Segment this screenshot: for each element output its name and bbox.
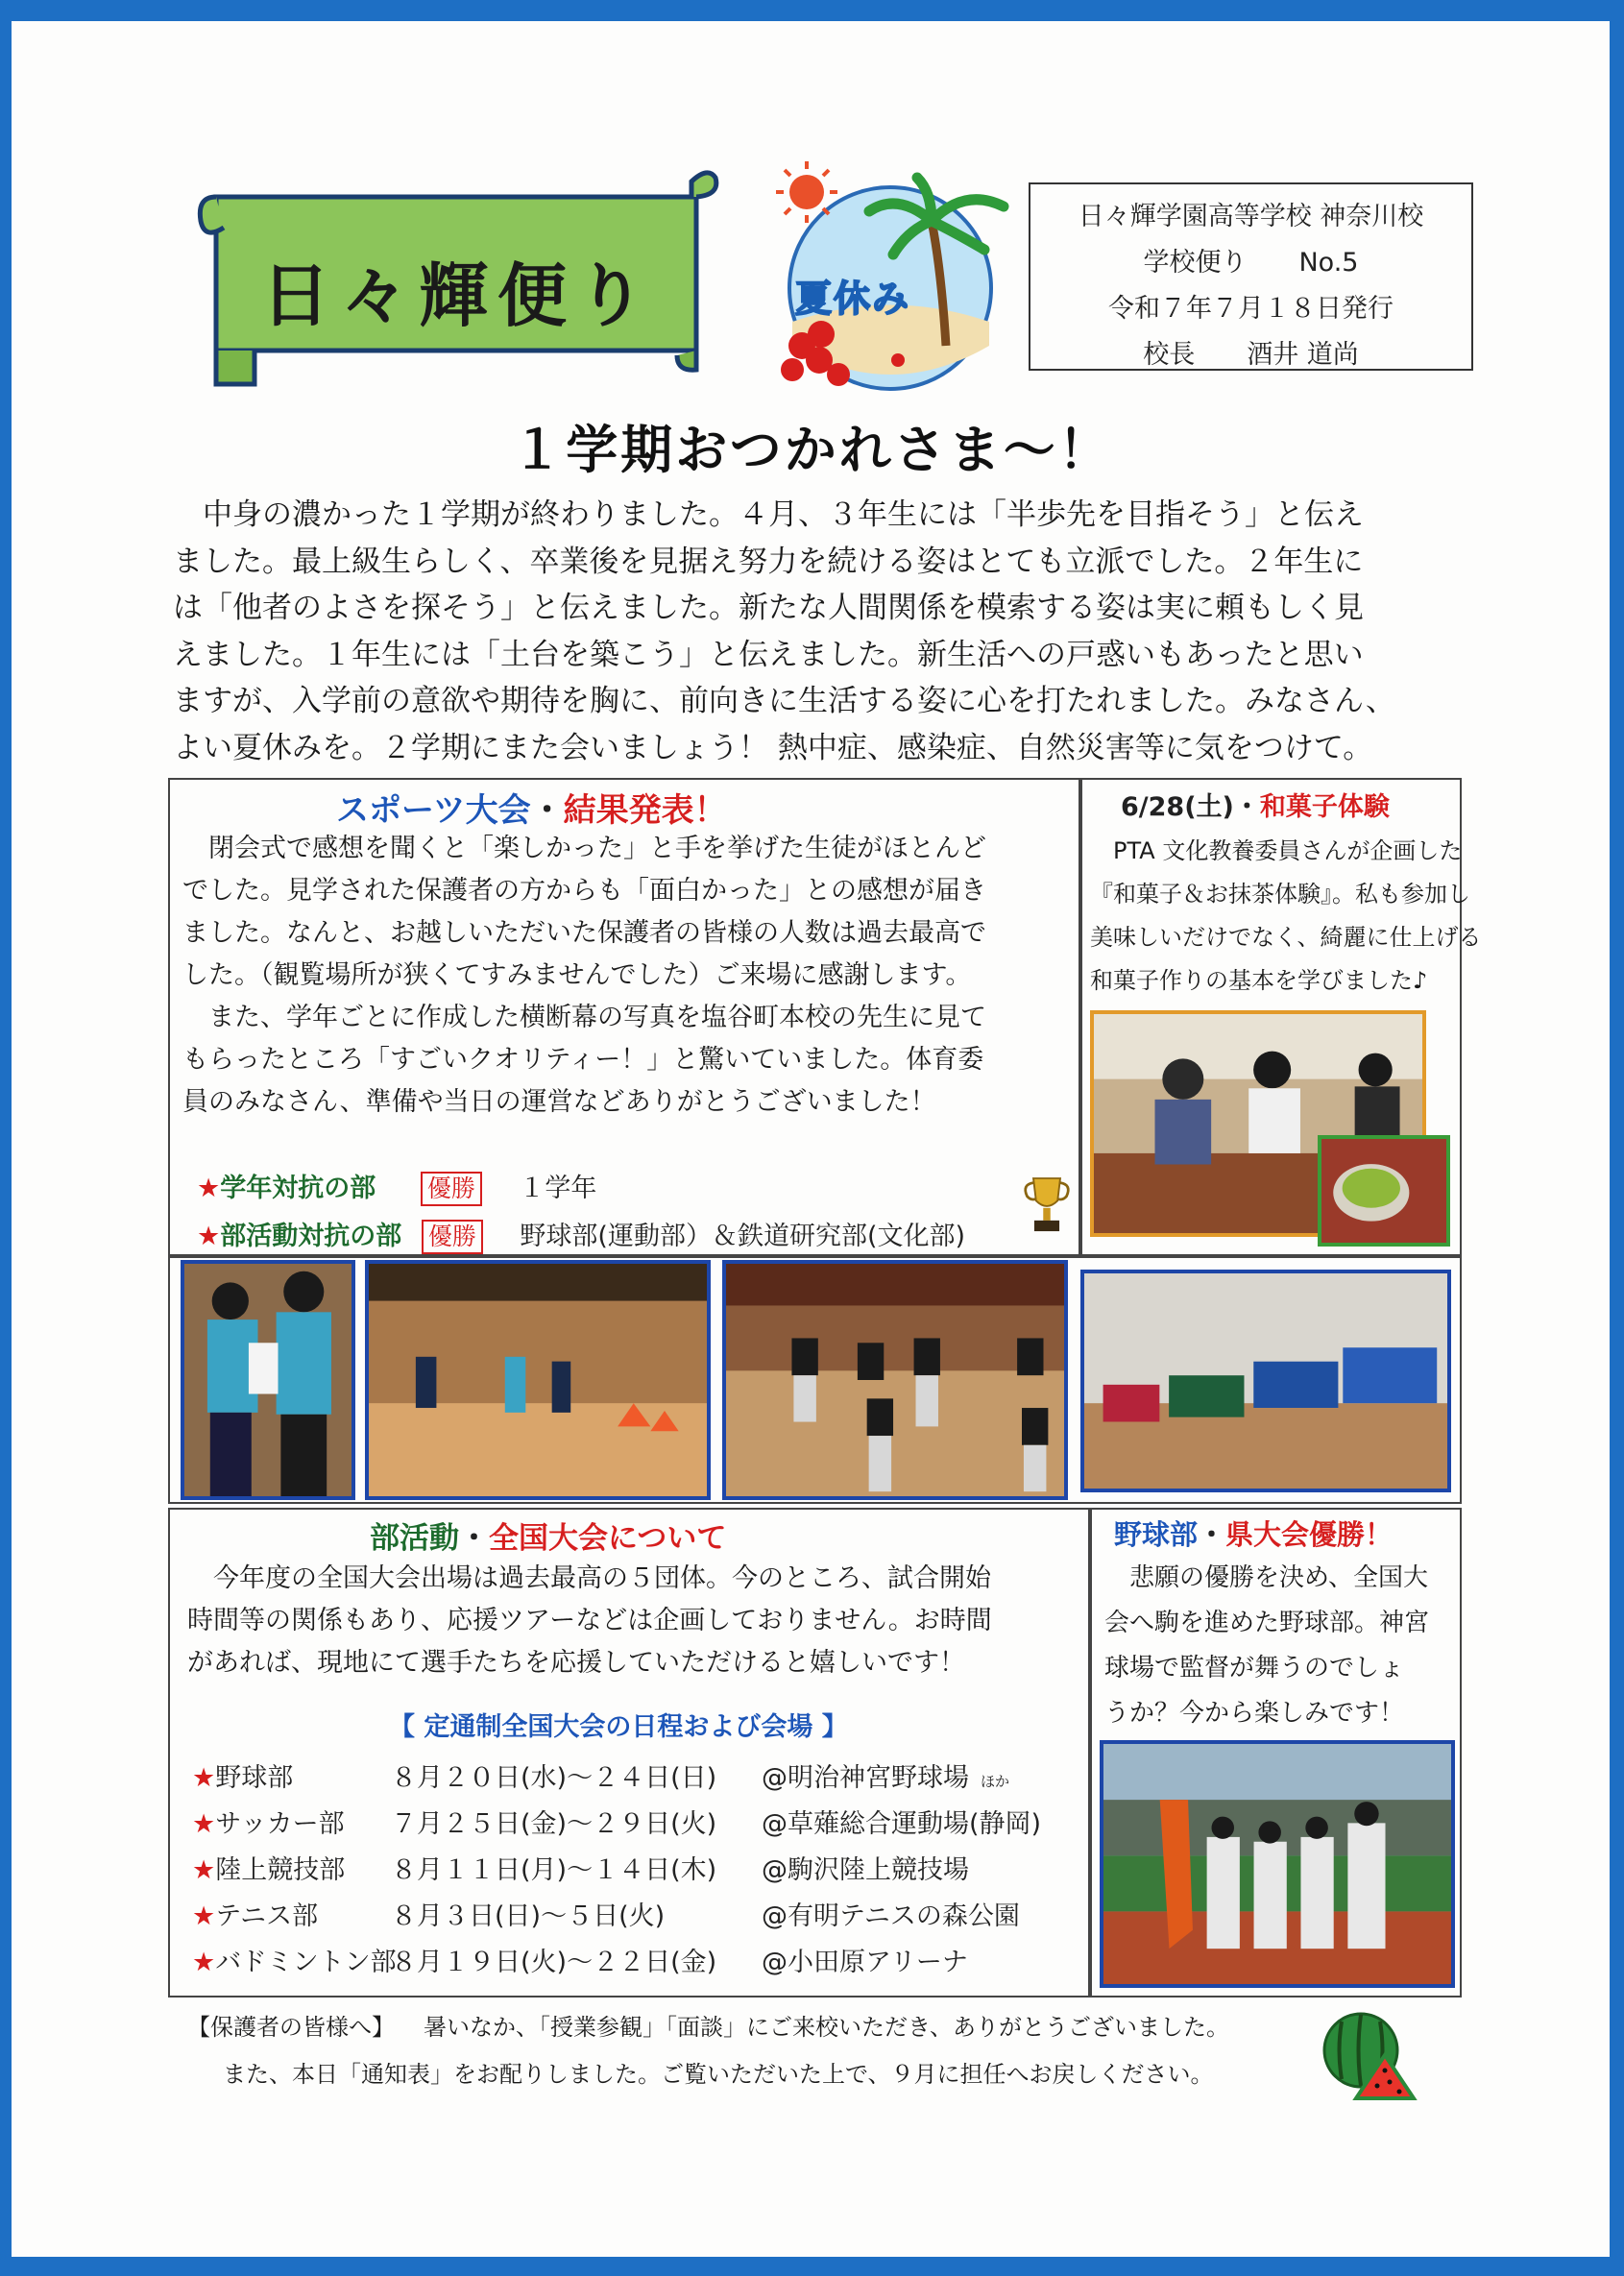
intro-line: えました。１年生には「土台を築こう」と伝えました。新生活への戸惑いもあったと思い — [173, 637, 1364, 672]
baseball-line: うか？今から楽しみです！ — [1104, 1699, 1405, 1728]
issue-number: 学校便り No.5 — [1143, 248, 1359, 278]
sports-line: 員のみなさん、準備や当日の運営などありがとうございました！ — [182, 1087, 936, 1117]
main-heading: １学期おつかれさま～！ — [511, 420, 1113, 480]
sports-line: もらったところ「すごいクオリティー！」と驚いていました。体育委 — [182, 1045, 984, 1075]
issue-info-box — [1029, 182, 1473, 371]
sports-line: した。（観覧場所が狭くてすみませんでした）ご来場に感謝します。 — [182, 960, 972, 990]
baseball-line: 球場で監督が舞うのでしょ — [1104, 1654, 1405, 1683]
banner-display-photo — [1080, 1270, 1451, 1492]
watermelon-icon — [1318, 2007, 1423, 2113]
sports-section-title: スポーツ大会・結果発表！ — [336, 791, 727, 830]
winner-badge: 優勝 — [421, 1172, 482, 1206]
baseball-line: 会へ駒を進めた野球部。神宮 — [1104, 1609, 1430, 1637]
intro-line: よい夏休みを。２学期にまた会いましょう！ 熱中症、感染症、自然災害等に気をつけて。 — [173, 730, 1373, 765]
students-banner-photo — [181, 1260, 355, 1500]
matcha-photo — [1318, 1135, 1450, 1247]
relay-race-photo — [365, 1260, 711, 1500]
school-name: 日々輝学園高等学校 神奈川校 — [1078, 202, 1424, 231]
sports-line: 閉会式で感想を聞くと「楽しかった」と手を挙げた生徒がほとんど — [182, 834, 986, 863]
baseball-paragraph — [1104, 1556, 1429, 1736]
dance-photo — [722, 1260, 1068, 1500]
intro-line: ますが、入学前の意欲や期待を胸に、前向きに生活する姿に心を打たれました。みなさん、 — [173, 684, 1395, 718]
wagashi-line: 和菓子作りの基本を学びました♪ — [1090, 967, 1428, 994]
newsletter-title: 日々輝便り — [260, 255, 655, 336]
baseball-line: 悲願の優勝を決め、全国大 — [1104, 1563, 1428, 1592]
baseball-team-photo — [1100, 1740, 1455, 1988]
wagashi-line: 美味しいだけでなく、綺麗に仕上げる — [1090, 924, 1482, 951]
parents-notice-line2: また、本日「通知表」をお配りしました。ご覧いただいた上で、９月に担任へお戻しください。 — [223, 2061, 1214, 2088]
clubs-paragraph — [187, 1558, 992, 1684]
wagashi-paragraph — [1090, 830, 1482, 1003]
sports-line: また、学年ごとに作成した横断幕の写真を塩谷町本校の先生に見て — [182, 1003, 986, 1032]
baseball-section-title: 野球部・県大会優勝！ — [1114, 1518, 1394, 1551]
clubs-section-title: 部活動・全国大会について — [370, 1521, 727, 1556]
sports-line: ました。なんと、お越しいただいた保護者の皆様の人数は過去最高で — [182, 918, 986, 948]
intro-line: は「他者のよさを探そう」と伝えました。新たな人間関係を模索する姿は実に頼もしく見 — [173, 591, 1364, 625]
summer-badge-label: 夏休み — [795, 278, 911, 320]
wagashi-line: 『和菓子＆お抹茶体験』。私も参加し — [1090, 881, 1470, 908]
intro-paragraph — [173, 492, 1460, 771]
schedule-title: 【 定通制全国大会の日程および会場 】 — [389, 1712, 848, 1742]
clubs-line: があれば、現地にて選手たちを応援していただけると嬉しいです！ — [187, 1648, 965, 1678]
intro-line: 中身の濃かった１学期が終わりました。４月、３年生には「半歩先を目指そう」と伝え — [173, 497, 1364, 532]
principal-name: 校長 酒井 道尚 — [1143, 340, 1359, 370]
winner-badge: 優勝 — [422, 1220, 483, 1254]
sports-line: でした。見学された保護者の方からも「面白かった」との感想が届き — [182, 876, 986, 906]
parents-notice-line1: 【保護者の皆様へ】 暑いなか、「授業参観」「面談」にご来校いただき、ありがとうございました。 — [187, 2014, 1230, 2041]
winner-name: 野球部(運動部）＆鉄道研究部(文化部) — [520, 1222, 966, 1251]
clubs-line: 今年度の全国大会出場は過去最高の５団体。今のところ、試合開始 — [187, 1563, 991, 1593]
sports-paragraph — [182, 828, 986, 1124]
issue-date: 令和７年７月１８日発行 — [1108, 294, 1394, 324]
clubs-line: 時間等の関係もあり、応援ツアーなどは企画しておりません。お時間 — [187, 1606, 992, 1635]
trophy-icon — [1020, 1174, 1074, 1237]
winner-name: １学年 — [519, 1174, 597, 1203]
intro-line: ました。最上級生らしく、卒業後を見据え努力を続ける姿はとても立派でした。２年生に — [173, 544, 1364, 579]
wagashi-line: PTA 文化教養委員さんが企画した — [1090, 837, 1463, 864]
result-row-club: ★部活動対抗の部 優勝 野球部(運動部）＆鉄道研究部(文化部) — [197, 1215, 965, 1254]
result-row-grade: ★学年対抗の部 優勝 １学年 — [197, 1167, 596, 1206]
wagashi-section-title: 6/28(土)・和菓子体験 — [1121, 792, 1390, 822]
